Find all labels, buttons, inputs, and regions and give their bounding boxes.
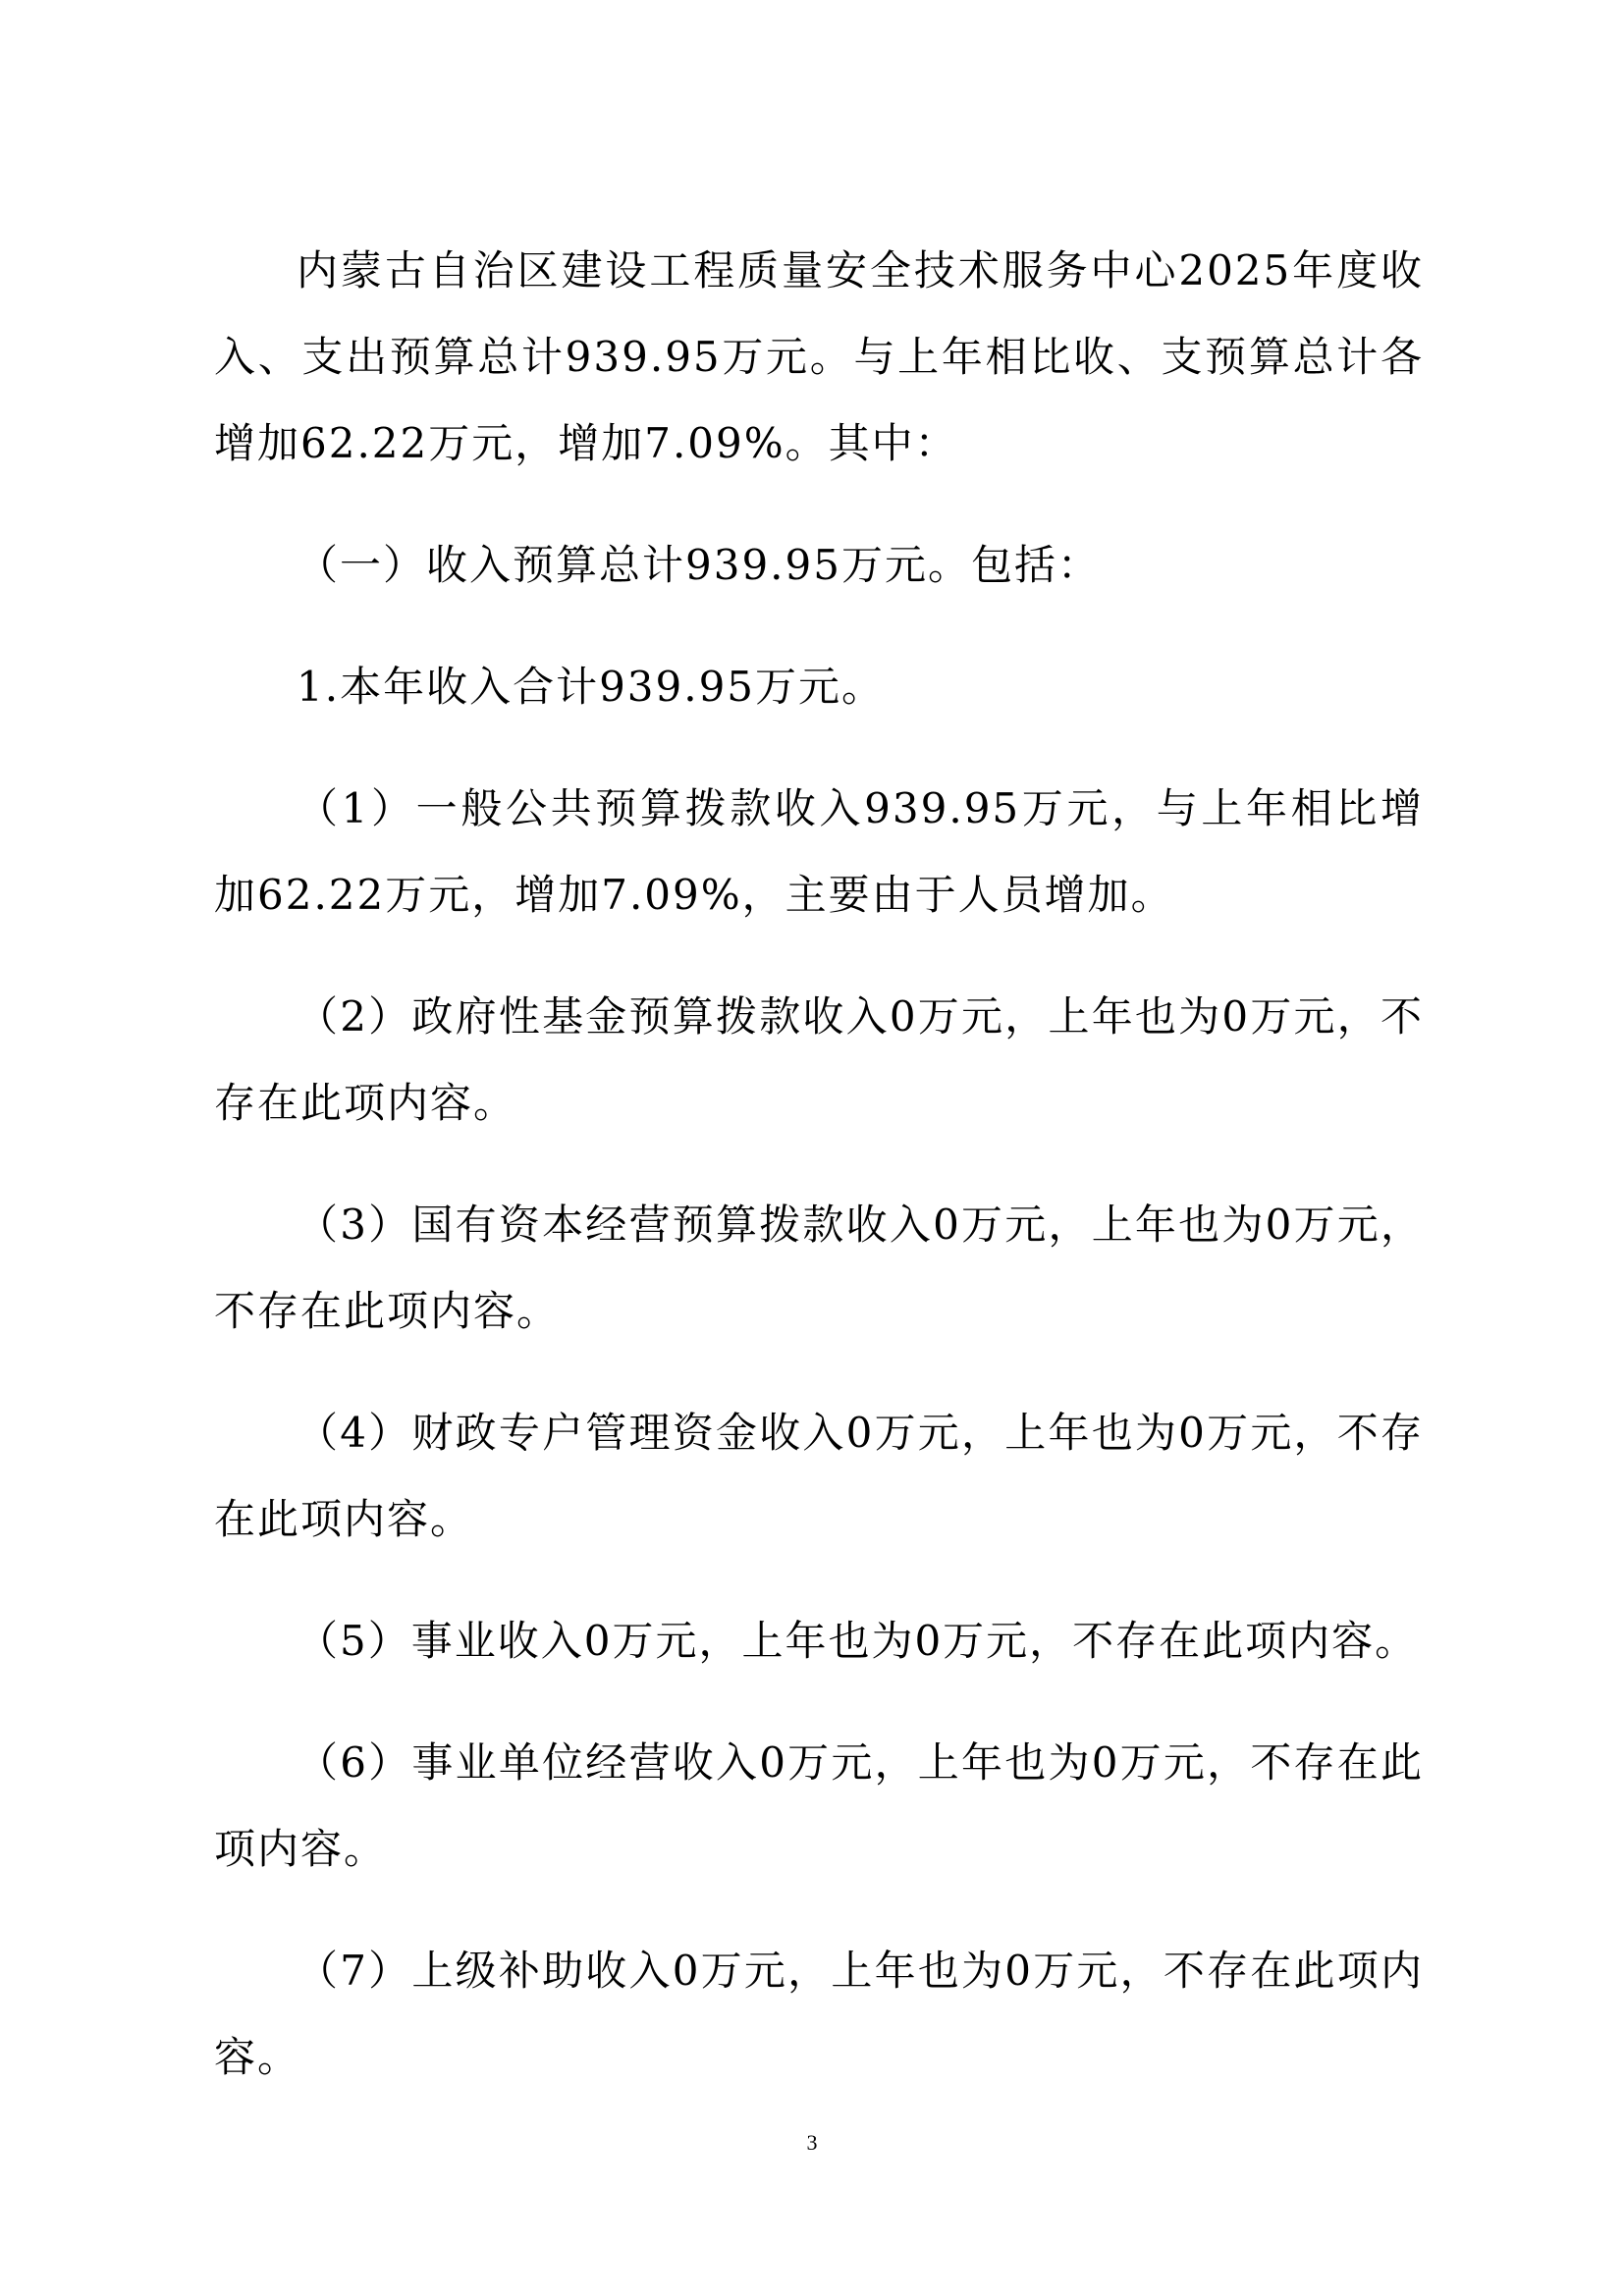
income-item-1: （1）一般公共预算拨款收入939.95万元，与上年相比增加62.22万元，增加7.09%，主要由于人员增加。	[214, 784, 1424, 919]
page-number: 3	[806, 2130, 818, 2155]
income-item-2: （2）政府性基金预算拨款收入0万元，上年也为0万元，不存在此项内容。	[214, 992, 1424, 1127]
income-item-7: （7）上级补助收入0万元，上年也为0万元，不存在此项内容。	[214, 1947, 1424, 2081]
document-body	[214, 228, 1424, 2136]
income-budget-heading: （一）收入预算总计939.95万元。包括：	[297, 541, 1101, 589]
annual-income-total: 1.本年收入合计939.95万元。	[297, 663, 886, 711]
income-item-5: （5）事业收入0万元，上年也为0万元，不存在此项内容。	[297, 1617, 1419, 1665]
income-item-4: （4）财政专户管理资金收入0万元，上年也为0万元，不存在此项内容。	[214, 1409, 1424, 1543]
income-item-3: （3）国有资本经营预算拨款收入0万元，上年也为0万元，不存在此项内容。	[214, 1201, 1424, 1335]
budget-summary-paragraph: 内蒙古自治区建设工程质量安全技术服务中心2025年度收入、支出预算总计939.95万元。与上年相比收、支预算总计各增加62.22万元，增加7.09%。其中：	[214, 246, 1424, 467]
income-item-6: （6）事业单位经营收入0万元，上年也为0万元，不存在此项内容。	[214, 1738, 1424, 1873]
